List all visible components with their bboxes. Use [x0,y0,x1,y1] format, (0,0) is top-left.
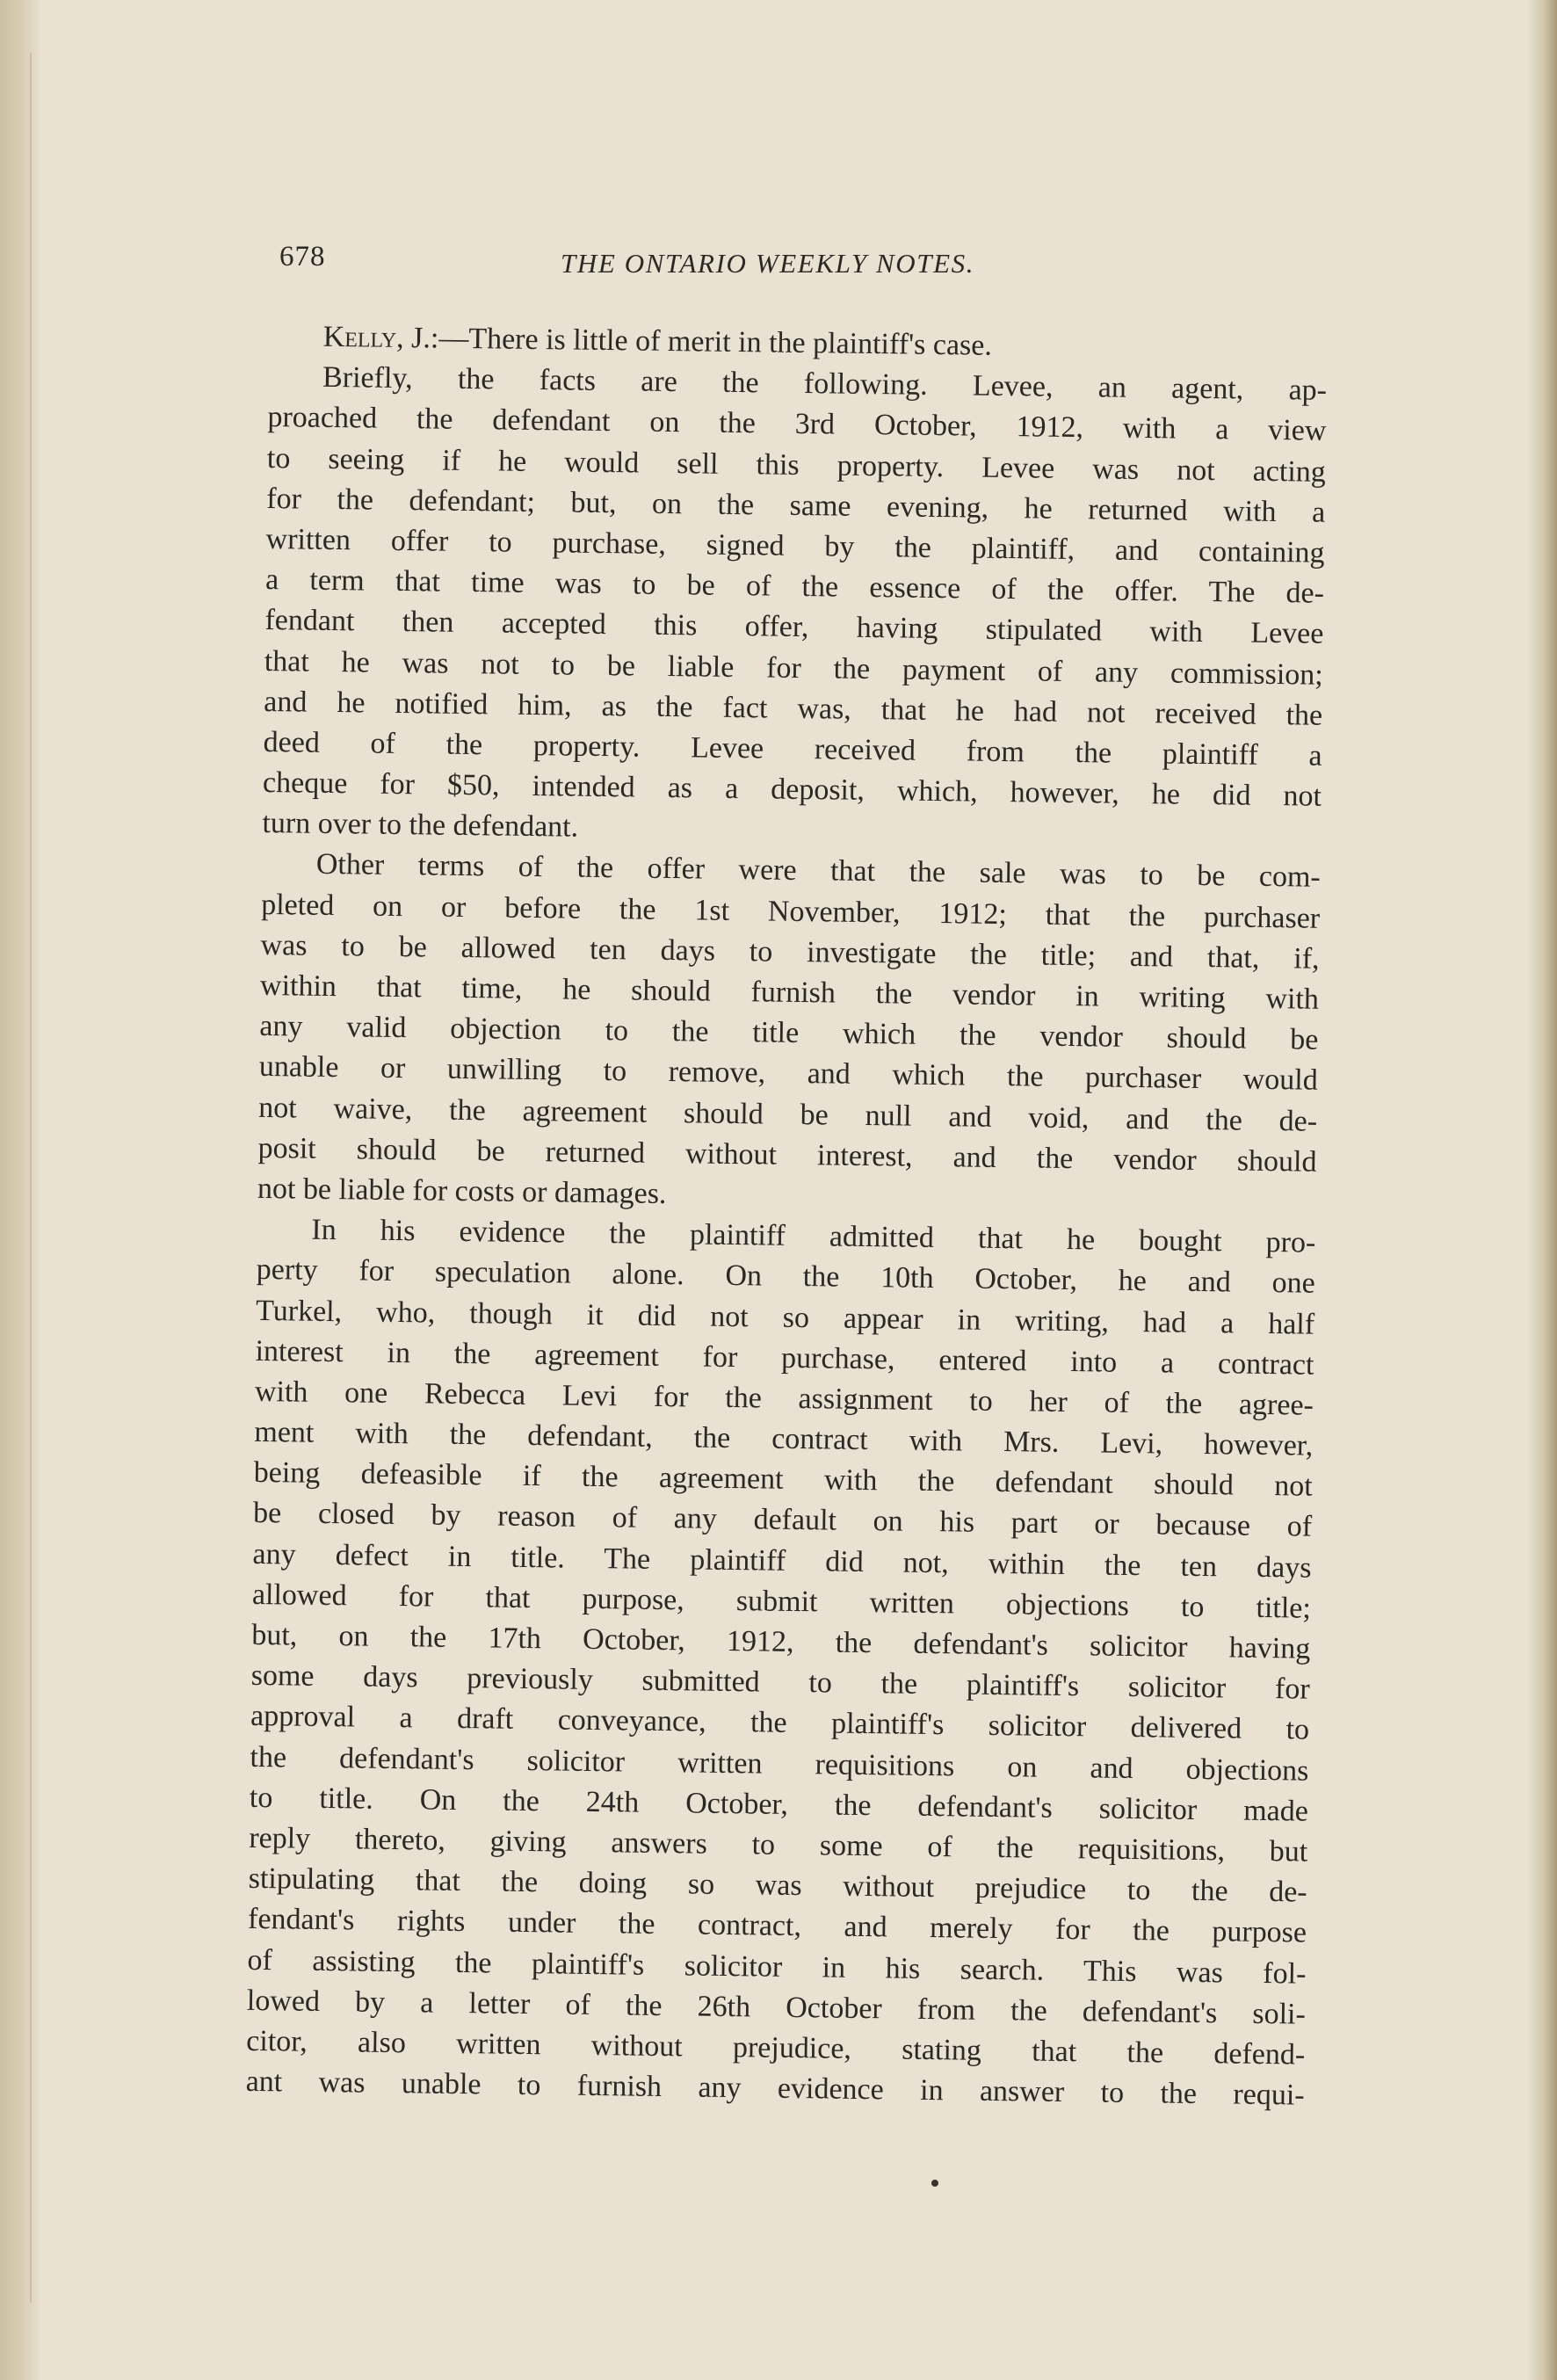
text-line: posit should be returned without interest, and the vendor should [257,1131,1317,1179]
text-line: perty for speculation alone. On the 10th October, he and one [256,1253,1315,1300]
text-line: In his evidence the plaintiff admitted that he bought pro- [311,1213,1316,1259]
text-line: was to be allowed ten days to investigate the title; and that, if, [260,928,1320,976]
text-line: that he was not to be liable for the payment of any commission; [264,644,1324,692]
text-line: lowed by a letter of the 26th October from the defendant's soli- [246,1984,1307,2031]
text-line: and he notified him, as the fact was, that he had not received the [264,685,1323,732]
text-line: interest in the agreement for purchase, entered into a contract [255,1334,1314,1382]
text-line: of assisting the plaintiff's solicitor in his search. This was fol- [247,1943,1307,1991]
page-number: 678 [279,241,326,272]
text-line: with one Rebecca Levi for the assignment to her of the agree- [254,1375,1314,1422]
text-line: within that time, he should furnish the vendor in writing with [259,969,1320,1016]
text-line: cheque for $50, intended as a deposit, which, however, he did not [262,766,1322,813]
text-line: deed of the property. Levee received from the plaintiff a [263,725,1322,773]
text-line: a term that time was to be of the essence of the offer. The de- [264,563,1325,610]
text-line: some days previously submitted to the plaintiff's solicitor for [250,1659,1310,1706]
running-head: THE ONTARIO WEEKLY NOTES. [561,248,975,279]
text-line: any defect in title. The plaintiff did not, within the ten days [252,1537,1312,1585]
text-line: not be liable for costs or damages. [257,1172,667,1210]
text-line: Briefly, the facts are the following. Levee, an agent, ap- [322,360,1328,407]
text-line: to title. On the 24th October, the defendant's solicitor made [249,1781,1309,1828]
text-line: unable or unwilling to remove, and which the purchaser would [258,1050,1318,1098]
text-line: proached the defendant on the 3rd October, 1912, with a view [267,401,1327,448]
text-line: to seeing if he would sell this property. Levee was not acting [266,441,1327,489]
page-edge [1527,0,1557,2380]
text-line: not waive, the agreement should be null and void, and the de- [257,1091,1318,1138]
text-line: turn over to the defendant. [262,807,579,844]
text-line: written offer to purchase, signed by the plaintiff, and containing [265,522,1325,570]
text-line: citor, also written without prejudice, stating that the defend- [246,2024,1306,2072]
text-line: Turkel, who, though it did not so appear in writing, had a half [255,1294,1315,1341]
gutter-crease [30,53,32,2303]
text-line: the defendant's solicitor written requisitions on and objections [250,1740,1309,1788]
body-text [245,316,1327,2116]
text-line: Other terms of the offer were that the sale was to be com- [315,848,1321,895]
text-line: fendant then accepted this offer, having stipulated with Levee [264,604,1324,651]
text-line: allowed for that purpose, submit written objections to title; [251,1578,1312,1625]
text-line: be closed by reason of any default on his part or because of [252,1497,1313,1544]
text-line: pleted on or before the 1st November, 1912; that the purchaser [260,888,1321,935]
text-line: but, on the 17th October, 1912, the defendant's solicitor having [251,1618,1311,1665]
text-line: approval a draft conveyance, the plaintiff's solicitor delivered to [250,1700,1310,1747]
text-line: fendant's rights under the contract, and merely for the purpose [247,1903,1307,1949]
ink-dot [931,2180,938,2187]
page-header [279,230,1325,292]
text-line: for the defendant; but, on the same evening, he returned with a [266,482,1326,529]
judge-name: Kelly, J. [322,320,431,355]
opening-line: :—There is little of merit in the plaintiff's case. [430,322,993,362]
text-line: stipulating that the doing so was without prejudice to the de- [248,1861,1307,1909]
text-line: any valid objection to the title which the vendor should be [259,1010,1319,1056]
book-gutter [0,0,40,2380]
text-line: ment with the defendant, the contract with Mrs. Levi, however, [254,1415,1314,1462]
text-line: being defeasible if the agreement with the defendant should not [253,1456,1313,1503]
text-line: ant was unable to furnish any evidence in answer to the requi- [245,2064,1305,2112]
text-line: reply thereto, giving answers to some of the requisitions, but [249,1821,1308,1868]
